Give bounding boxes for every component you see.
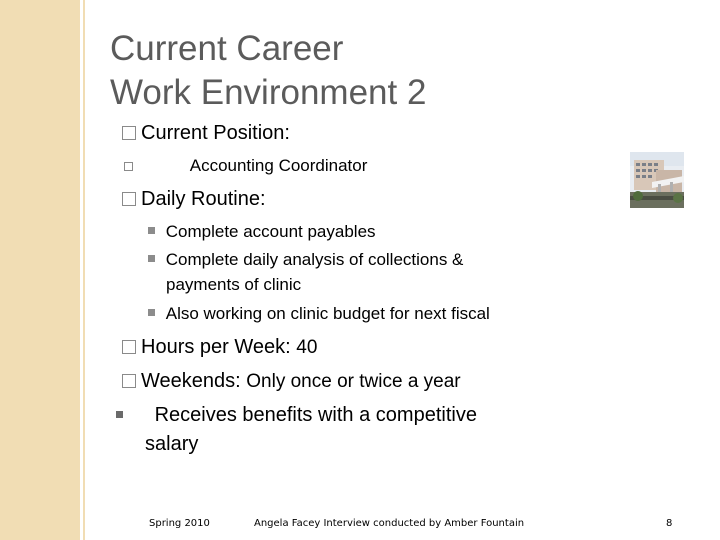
routine-text-2b: payments of clinic bbox=[166, 275, 302, 294]
benefits-line-1: Receives benefits with a competitive bbox=[154, 404, 477, 426]
hours-item bbox=[122, 336, 317, 359]
page-number: 8 bbox=[666, 518, 673, 529]
square-bullet-icon bbox=[116, 411, 123, 418]
position-value: Accounting Coordinator bbox=[189, 156, 368, 175]
routine-item-2-cont bbox=[166, 275, 301, 295]
square-bullet-icon bbox=[148, 227, 155, 234]
footer-credit: Angela Facey Interview conducted by Amber Fountain bbox=[254, 518, 525, 529]
title-line-1: Current Career bbox=[110, 29, 344, 68]
box-bullet-icon bbox=[124, 162, 133, 171]
daily-routine-label: Daily Routine: bbox=[141, 188, 266, 210]
routine-text-3: Also working on clinic budget for next fiscal bbox=[165, 304, 490, 323]
square-bullet-icon bbox=[148, 255, 155, 262]
weekends-label: Weekends: bbox=[141, 370, 241, 392]
box-bullet-icon bbox=[122, 192, 136, 206]
current-position-item bbox=[122, 122, 290, 145]
benefits-item-cont bbox=[145, 433, 198, 456]
square-bullet-icon bbox=[148, 309, 155, 316]
box-bullet-icon bbox=[122, 340, 136, 354]
current-position-label: Current Position: bbox=[141, 122, 290, 144]
routine-item-3 bbox=[148, 304, 490, 324]
building-photo bbox=[630, 152, 684, 208]
position-value-item bbox=[124, 156, 367, 176]
weekends-item bbox=[122, 370, 461, 393]
footer-date: Spring 2010 bbox=[149, 518, 210, 529]
benefits-line-2: salary bbox=[145, 433, 199, 455]
title-line-2: Work Environment 2 bbox=[110, 73, 427, 112]
building-photo-image bbox=[630, 152, 684, 208]
routine-text-2a: Complete daily analysis of collections & bbox=[165, 250, 464, 269]
daily-routine-item bbox=[122, 188, 266, 211]
benefits-item bbox=[116, 404, 477, 427]
routine-item-1 bbox=[148, 222, 376, 242]
box-bullet-icon bbox=[122, 126, 136, 140]
hours-value: 40 bbox=[296, 337, 318, 358]
hours-label: Hours per Week: bbox=[141, 336, 291, 358]
box-bullet-icon bbox=[122, 374, 136, 388]
weekends-value: Only once or twice a year bbox=[246, 371, 461, 392]
routine-item-2 bbox=[148, 250, 463, 270]
routine-text-1: Complete account payables bbox=[165, 222, 376, 241]
